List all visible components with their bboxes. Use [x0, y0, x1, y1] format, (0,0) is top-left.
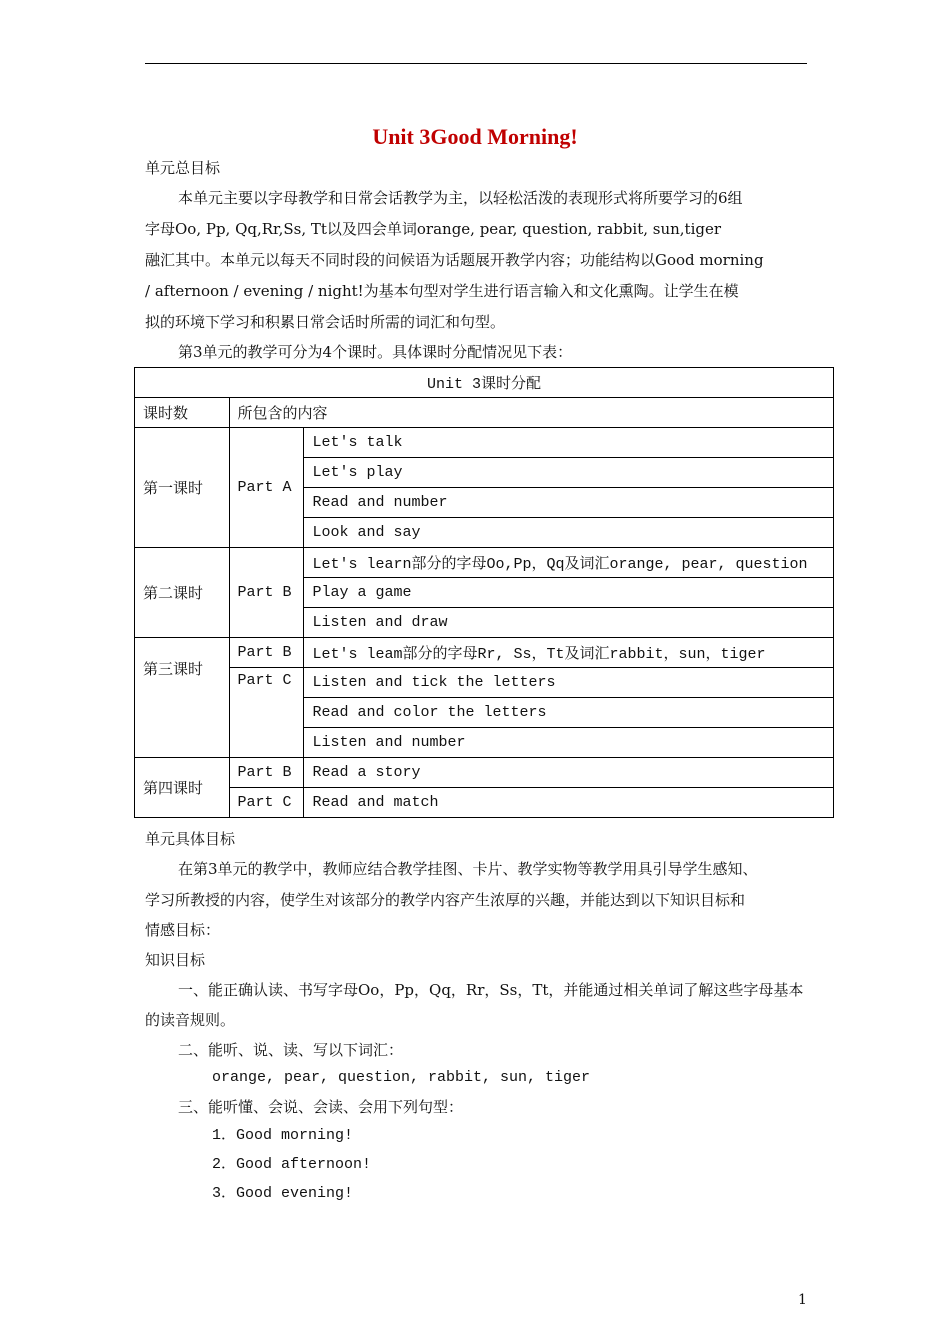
header-rule — [145, 63, 807, 64]
content-cell: Read and color the letters — [304, 698, 834, 728]
content-cell: Let's talk — [304, 428, 834, 458]
content-cell: Read and number — [304, 488, 834, 518]
lesson-4-cell: 第四课时 — [135, 758, 230, 818]
intro-line-3: 融汇其中。本单元以每天不同时段的问候语为话题展开教学内容；功能结构以Good morning — [145, 251, 764, 269]
document-title: Unit 3Good Morning! — [372, 124, 578, 149]
table-row — [135, 398, 834, 428]
specific-line-1: 在第3单元的教学中，教师应结合教学挂图、卡片、教学实物等教学用具引导学生感知、 — [178, 860, 758, 878]
table-row — [135, 428, 834, 458]
table-row — [135, 668, 834, 698]
lesson-3-cell: 第三课时 — [135, 638, 230, 758]
sentence-2: 2．Good afternoon! — [212, 1156, 372, 1173]
content-cell: Listen and tick the letters — [304, 668, 834, 698]
specific-line-3: 情感目标： — [145, 921, 221, 939]
specific-goal-heading: 单元具体目标 — [145, 830, 236, 848]
intro-line-5: 拟的环境下学习和积累日常会话时所需的词汇和句型。 — [145, 313, 506, 331]
lesson-3-part-c: Part C — [229, 668, 304, 758]
knowledge-goal-heading: 知识目标 — [145, 951, 206, 969]
table-row — [135, 758, 834, 788]
content-cell: Let's play — [304, 458, 834, 488]
sentence-1: 1．Good morning! — [212, 1127, 354, 1144]
content-cell: Play a game — [304, 578, 834, 608]
lesson-2-part: Part B — [229, 548, 304, 638]
lesson-allocation-table — [134, 367, 834, 818]
content-cell: Read a story — [304, 758, 834, 788]
specific-line-2: 学习所教授的内容，使学生对该部分的教学内容产生浓厚的兴趣，并能达到以下知识目标和 — [145, 891, 746, 909]
table-row — [135, 368, 834, 398]
intro-line-4: / afternoon / evening / night!为基本句型对学生进行语言输入和文化熏陶。让学生在模 — [145, 282, 739, 300]
content-cell: Let's learn部分的字母Oo,Pp，Qq及词汇orange, pear, question — [304, 548, 834, 578]
content-cell: Listen and number — [304, 728, 834, 758]
vocabulary-list: orange, pear, question, rabbit, sun, tiger — [212, 1069, 591, 1086]
table-caption: Unit 3课时分配 — [135, 368, 834, 398]
header-lesson: 课时数 — [135, 398, 230, 428]
knowledge-line-2: 的读音规则。 — [145, 1011, 236, 1029]
content-cell: Let's leam部分的字母Rr, Ss，Tt及词汇rabbit，sun，tiger — [304, 638, 834, 668]
lesson-1-part: Part A — [229, 428, 304, 548]
knowledge-line-3: 二、能听、说、读、写以下词汇： — [178, 1041, 404, 1059]
page-number: 1 — [798, 1292, 807, 1308]
lesson-2-cell: 第二课时 — [135, 548, 230, 638]
table-row — [135, 548, 834, 578]
sentence-3: 3．Good evening! — [212, 1185, 354, 1202]
knowledge-line-1: 一、能正确认读、书写字母Oo，Pp，Qq，Rr，Ss，Tt，并能通过相关单词了解这些字母基本 — [178, 981, 804, 999]
unit-goal-heading: 单元总目标 — [145, 159, 221, 177]
header-content: 所包含的内容 — [229, 398, 833, 428]
intro-line-2: 字母Oo, Pp, Qq,Rr,Ss, Tt以及四会单词orange, pear, question, rabbit, sun,tiger — [145, 220, 722, 238]
lesson-3-part-b: Part B — [229, 638, 304, 668]
intro-line-1: 本单元主要以字母教学和日常会话教学为主，以轻松活泼的表现形式将所要学习的6组 — [178, 189, 743, 207]
knowledge-line-5: 三、能听懂、会说、会读、会用下列句型： — [178, 1098, 464, 1116]
intro-line-6: 第3单元的教学可分为4个课时。具体课时分配情况见下表： — [178, 343, 573, 361]
content-cell: Read and match — [304, 788, 834, 818]
content-cell: Look and say — [304, 518, 834, 548]
table-row — [135, 788, 834, 818]
lesson-1-cell: 第一课时 — [135, 428, 230, 548]
table-row — [135, 638, 834, 668]
lesson-4-part-b: Part B — [229, 758, 304, 788]
lesson-4-part-c: Part C — [229, 788, 304, 818]
content-cell: Listen and draw — [304, 608, 834, 638]
